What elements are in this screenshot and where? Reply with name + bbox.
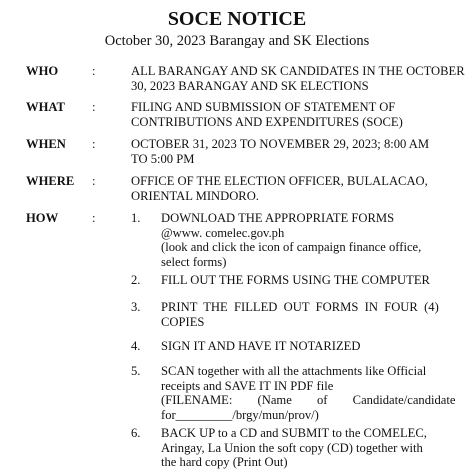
- step-line: @www. comelec.gov.ph: [161, 225, 285, 240]
- step-text: [161, 364, 461, 422]
- step-number: 2.: [131, 273, 141, 287]
- step-line: select forms): [161, 254, 227, 269]
- step-line: SCAN together with all the attachments like Official: [161, 364, 427, 378]
- step-number: 3.: [131, 300, 141, 314]
- who-line: ALL BARANGAY AND SK CANDIDATES IN THE OCTOBER: [131, 64, 465, 78]
- notice-subtitle: October 30, 2023 Barangay and SK Elections: [104, 33, 370, 49]
- where-line: OFFICE OF THE ELECTION OFFICER, BULALACAO,: [131, 174, 428, 188]
- step-line: FILL OUT THE FORMS USING THE COMPUTER: [161, 273, 430, 287]
- step-text: [161, 426, 461, 470]
- what-label: WHAT: [26, 100, 65, 114]
- step-line: Aringay, La Union the soft copy (CD) together with: [161, 440, 423, 455]
- step-line: SIGN IT AND HAVE IT NOTARIZED: [161, 339, 361, 353]
- what-line: CONTRIBUTIONS AND EXPENDITURES (SOCE): [131, 114, 403, 129]
- step-line: DOWNLOAD THE APPROPRIATE FORMS: [161, 211, 395, 225]
- who-line: 30, 2023 BARANGAY AND SK ELECTIONS: [131, 78, 369, 93]
- when-label: WHEN: [26, 137, 66, 151]
- who-value: [131, 64, 465, 93]
- what-colon: :: [92, 100, 96, 114]
- how-label: HOW: [26, 211, 59, 225]
- step-text: [161, 273, 461, 288]
- who-label: WHO: [26, 64, 59, 78]
- step-line: PRINT THE FILLED OUT FORMS IN FOUR (4): [161, 300, 439, 314]
- when-colon: :: [92, 137, 96, 151]
- step-line: COPIES: [161, 314, 205, 329]
- step-text: [161, 211, 461, 269]
- step-line: for_________/brgy/mun/prov/): [161, 407, 319, 422]
- when-line: TO 5:00 PM: [131, 151, 195, 166]
- where-value: [131, 174, 461, 203]
- step-line: BACK UP to a CD and SUBMIT to the COMELEC,: [161, 426, 427, 440]
- when-value: [131, 137, 461, 166]
- what-value: [131, 100, 461, 129]
- how-colon: :: [92, 211, 96, 225]
- where-line: ORIENTAL MINDORO.: [131, 188, 259, 203]
- step-line: receipts and SAVE IT IN PDF file: [161, 378, 334, 393]
- who-colon: :: [92, 64, 96, 78]
- step-line: the hard copy (Print Out): [161, 455, 288, 469]
- step-number: 4.: [131, 339, 141, 353]
- step-number: 6.: [131, 426, 141, 440]
- step-line: (FILENAME: (Name of Candidate/candidate: [161, 393, 456, 407]
- notice-title: SOCE NOTICE: [167, 8, 307, 30]
- what-line: FILING AND SUBMISSION OF STATEMENT OF: [131, 100, 396, 114]
- where-label: WHERE: [26, 174, 75, 188]
- step-text: [161, 339, 461, 354]
- step-line: (look and click the icon of campaign finance office,: [161, 240, 422, 254]
- step-number: 1.: [131, 211, 141, 225]
- step-number: 5.: [131, 364, 141, 378]
- where-colon: :: [92, 174, 96, 188]
- when-line: OCTOBER 31, 2023 TO NOVEMBER 29, 2023; 8:00 AM: [131, 137, 430, 151]
- step-text: [161, 300, 461, 329]
